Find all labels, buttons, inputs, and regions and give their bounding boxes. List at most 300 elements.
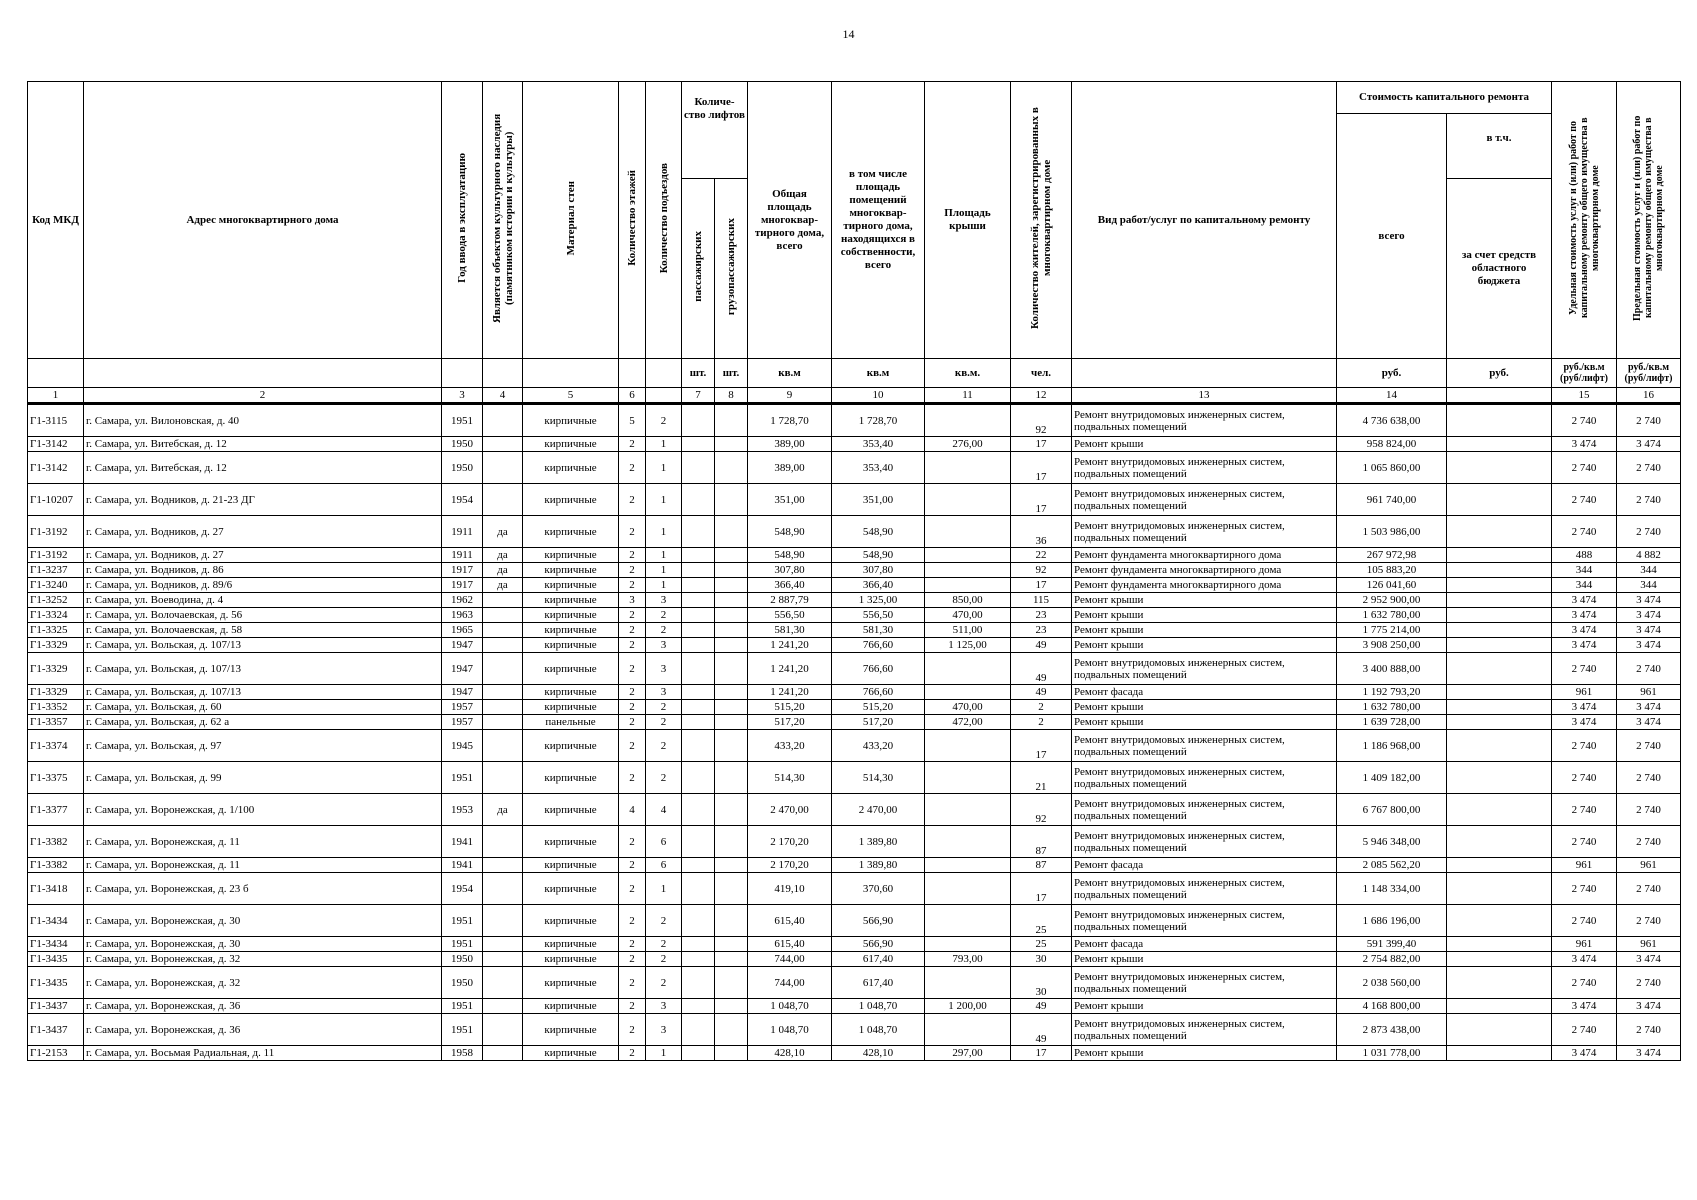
- cell-lifts-freight: [715, 516, 748, 548]
- cell-year: 1941: [442, 826, 483, 858]
- cell-limit-cost: 2 740: [1617, 826, 1681, 858]
- cell-total-area: 428,10: [748, 1046, 832, 1061]
- cell-address: г. Самара, ул. Воронежская, д. 30: [84, 905, 442, 937]
- cell-address: г. Самара, ул. Вилоновская, д. 40: [84, 404, 442, 437]
- cell-cost-regional: [1447, 1014, 1552, 1046]
- cell-cost-regional: [1447, 715, 1552, 730]
- cell-address: г. Самара, ул. Водников, д. 89/6: [84, 578, 442, 593]
- cell-lifts-passenger: [682, 578, 715, 593]
- cell-code: Г1-3329: [28, 638, 84, 653]
- cell-work-type: Ремонт крыши: [1072, 715, 1337, 730]
- cell-owned-area: 2 470,00: [832, 794, 925, 826]
- cell-limit-cost: 2 740: [1617, 762, 1681, 794]
- cell-work-type: Ремонт фасада: [1072, 937, 1337, 952]
- cell-floors: 2: [619, 563, 646, 578]
- cell-lifts-freight: [715, 685, 748, 700]
- table-row: [28, 967, 1681, 999]
- cell-entrances: 2: [646, 952, 682, 967]
- header-cost-incl: в т.ч.: [1447, 114, 1552, 179]
- cell-owned-area: 1 389,80: [832, 858, 925, 873]
- cell-cost-regional: [1447, 563, 1552, 578]
- cell-roof-area: [925, 730, 1011, 762]
- cell-residents: 30: [1011, 967, 1072, 999]
- cell-roof-area: 470,00: [925, 608, 1011, 623]
- cell-wall-material: кирпичные: [523, 404, 619, 437]
- cell-roof-area: [925, 404, 1011, 437]
- page-number: 14: [842, 27, 855, 41]
- cell-year: 1963: [442, 608, 483, 623]
- cell-lifts-passenger: [682, 730, 715, 762]
- cell-floors: 2: [619, 685, 646, 700]
- cell-heritage: [483, 762, 523, 794]
- cell-heritage: [483, 608, 523, 623]
- cell-floors: 3: [619, 593, 646, 608]
- cell-lifts-passenger: [682, 653, 715, 685]
- cell-roof-area: [925, 905, 1011, 937]
- cell-wall-material: кирпичные: [523, 905, 619, 937]
- cell-year: 1953: [442, 794, 483, 826]
- cell-roof-area: [925, 452, 1011, 484]
- cell-residents: 17: [1011, 452, 1072, 484]
- cell-code: Г1-3375: [28, 762, 84, 794]
- cell-floors: 2: [619, 578, 646, 593]
- cell-residents: 49: [1011, 653, 1072, 685]
- cell-total-area: 744,00: [748, 952, 832, 967]
- cell-limit-cost: 2 740: [1617, 404, 1681, 437]
- cell-wall-material: кирпичные: [523, 952, 619, 967]
- cell-work-type: Ремонт крыши: [1072, 593, 1337, 608]
- column-number: [646, 388, 682, 404]
- cell-cost-total: 267 972,98: [1337, 548, 1447, 563]
- cell-entrances: 1: [646, 1046, 682, 1061]
- cell-cost-total: 2 873 438,00: [1337, 1014, 1447, 1046]
- cell-lifts-freight: [715, 578, 748, 593]
- cell-lifts-freight: [715, 593, 748, 608]
- cell-wall-material: кирпичные: [523, 873, 619, 905]
- cell-lifts-passenger: [682, 516, 715, 548]
- cell-cost-total: 5 946 348,00: [1337, 826, 1447, 858]
- cell-code: Г1-3142: [28, 452, 84, 484]
- cell-roof-area: [925, 937, 1011, 952]
- cell-total-area: 615,40: [748, 937, 832, 952]
- cell-unit-cost: 3 474: [1552, 700, 1617, 715]
- column-number: 12: [1011, 388, 1072, 404]
- cell-limit-cost: 2 740: [1617, 967, 1681, 999]
- cell-lifts-freight: [715, 653, 748, 685]
- cell-floors: 2: [619, 937, 646, 952]
- cell-limit-cost: 2 740: [1617, 484, 1681, 516]
- cell-roof-area: [925, 967, 1011, 999]
- cell-residents: 23: [1011, 608, 1072, 623]
- cell-work-type: Ремонт внутридомовых инженерных систем, подвальных помещений: [1072, 730, 1337, 762]
- cell-address: г. Самара, ул. Воронежская, д. 32: [84, 952, 442, 967]
- table-row: [28, 563, 1681, 578]
- cell-address: г. Самара, ул. Водников, д. 86: [84, 563, 442, 578]
- column-number: [1447, 388, 1552, 404]
- cell-lifts-freight: [715, 952, 748, 967]
- cell-cost-total: 126 041,60: [1337, 578, 1447, 593]
- table-row: [28, 484, 1681, 516]
- cell-lifts-freight: [715, 762, 748, 794]
- table-row: [28, 404, 1681, 437]
- cell-address: г. Самара, ул. Воронежская, д. 36: [84, 1014, 442, 1046]
- cell-address: г. Самара, ул. Воеводина, д. 4: [84, 593, 442, 608]
- cell-wall-material: кирпичные: [523, 608, 619, 623]
- cell-address: г. Самара, ул. Вольская, д. 60: [84, 700, 442, 715]
- cell-year: 1958: [442, 1046, 483, 1061]
- cell-heritage: [483, 858, 523, 873]
- cell-owned-area: 1 048,70: [832, 1014, 925, 1046]
- cell-code: Г1-3434: [28, 937, 84, 952]
- cell-lifts-freight: [715, 1046, 748, 1061]
- cell-cost-regional: [1447, 873, 1552, 905]
- cell-residents: 49: [1011, 638, 1072, 653]
- cell-owned-area: 353,40: [832, 437, 925, 452]
- table-row: [28, 1046, 1681, 1061]
- cell-cost-regional: [1447, 762, 1552, 794]
- cell-year: 1951: [442, 905, 483, 937]
- cell-cost-total: 591 399,40: [1337, 937, 1447, 952]
- cell-cost-regional: [1447, 593, 1552, 608]
- cell-code: Г1-3357: [28, 715, 84, 730]
- cell-cost-total: 2 085 562,20: [1337, 858, 1447, 873]
- cell-roof-area: 470,00: [925, 700, 1011, 715]
- cell-total-area: 433,20: [748, 730, 832, 762]
- cell-work-type: Ремонт внутридомовых инженерных систем, подвальных помещений: [1072, 653, 1337, 685]
- header-work-type: Вид работ/услуг по капитальному ремонту: [1072, 82, 1337, 359]
- cell-residents: 2: [1011, 715, 1072, 730]
- cell-heritage: [483, 905, 523, 937]
- cell-code: Г1-3325: [28, 623, 84, 638]
- cell-owned-area: 766,60: [832, 653, 925, 685]
- cell-lifts-freight: [715, 563, 748, 578]
- header-floors: Количество этажей: [619, 82, 646, 359]
- cell-cost-regional: [1447, 608, 1552, 623]
- cell-cost-total: 2 754 882,00: [1337, 952, 1447, 967]
- unit-cost-regional: руб.: [1447, 359, 1552, 388]
- cell-lifts-freight: [715, 937, 748, 952]
- cell-owned-area: 433,20: [832, 730, 925, 762]
- cell-owned-area: 353,40: [832, 452, 925, 484]
- cell-limit-cost: 3 474: [1617, 999, 1681, 1014]
- cell-wall-material: кирпичные: [523, 1046, 619, 1061]
- cell-cost-total: 1 632 780,00: [1337, 608, 1447, 623]
- header-lifts-passenger: пассажирских: [682, 179, 715, 359]
- cell-address: г. Самара, ул. Вольская, д. 99: [84, 762, 442, 794]
- cell-total-area: 2 170,20: [748, 858, 832, 873]
- cell-cost-regional: [1447, 685, 1552, 700]
- cell-address: г. Самара, ул. Вольская, д. 107/13: [84, 653, 442, 685]
- cell-cost-regional: [1447, 700, 1552, 715]
- cell-residents: 36: [1011, 516, 1072, 548]
- cell-total-area: 548,90: [748, 548, 832, 563]
- cell-heritage: [483, 484, 523, 516]
- cell-total-area: 1 241,20: [748, 685, 832, 700]
- cell-cost-total: 1 686 196,00: [1337, 905, 1447, 937]
- cell-residents: 25: [1011, 937, 1072, 952]
- cell-owned-area: 581,30: [832, 623, 925, 638]
- cell-floors: 2: [619, 653, 646, 685]
- cell-unit-cost: 344: [1552, 563, 1617, 578]
- cell-residents: 22: [1011, 548, 1072, 563]
- cell-residents: 17: [1011, 578, 1072, 593]
- cell-owned-area: 1 325,00: [832, 593, 925, 608]
- cell-wall-material: кирпичные: [523, 999, 619, 1014]
- cell-total-area: 581,30: [748, 623, 832, 638]
- cell-year: 1962: [442, 593, 483, 608]
- cell-lifts-passenger: [682, 563, 715, 578]
- cell-address: г. Самара, ул. Волочаевская, д. 56: [84, 608, 442, 623]
- cell-wall-material: кирпичные: [523, 653, 619, 685]
- cell-unit-cost: 3 474: [1552, 999, 1617, 1014]
- cell-total-area: 351,00: [748, 484, 832, 516]
- cell-entrances: 1: [646, 484, 682, 516]
- cell-heritage: [483, 452, 523, 484]
- cell-floors: 2: [619, 516, 646, 548]
- cell-floors: 2: [619, 548, 646, 563]
- table-row: [28, 826, 1681, 858]
- cell-work-type: Ремонт крыши: [1072, 1046, 1337, 1061]
- cell-cost-regional: [1447, 548, 1552, 563]
- cell-year: 1941: [442, 858, 483, 873]
- cell-work-type: Ремонт внутридомовых инженерных систем, подвальных помещений: [1072, 873, 1337, 905]
- cell-code: Г1-3437: [28, 999, 84, 1014]
- cell-lifts-passenger: [682, 715, 715, 730]
- cell-limit-cost: 344: [1617, 563, 1681, 578]
- cell-cost-total: 3 400 888,00: [1337, 653, 1447, 685]
- cell-cost-total: 1 632 780,00: [1337, 700, 1447, 715]
- cell-year: 1950: [442, 952, 483, 967]
- cell-lifts-passenger: [682, 608, 715, 623]
- cell-year: 1951: [442, 1014, 483, 1046]
- cell-lifts-freight: [715, 873, 748, 905]
- cell-work-type: Ремонт крыши: [1072, 638, 1337, 653]
- table-row: [28, 794, 1681, 826]
- cell-unit-cost: 2 740: [1552, 730, 1617, 762]
- column-number: 5: [523, 388, 619, 404]
- header-total-area: Общая площадь многоквар-тирного дома, всего: [748, 82, 832, 359]
- cell-cost-regional: [1447, 516, 1552, 548]
- unit-residents: чел.: [1011, 359, 1072, 388]
- cell-year: 1951: [442, 762, 483, 794]
- cell-heritage: [483, 653, 523, 685]
- cell-wall-material: кирпичные: [523, 563, 619, 578]
- cell-roof-area: 297,00: [925, 1046, 1011, 1061]
- cell-floors: 2: [619, 730, 646, 762]
- cell-cost-regional: [1447, 578, 1552, 593]
- cell-entrances: 3: [646, 653, 682, 685]
- cell-unit-cost: 2 740: [1552, 905, 1617, 937]
- cell-cost-regional: [1447, 999, 1552, 1014]
- header-entrances: Количество подъездов: [646, 82, 682, 359]
- cell-total-area: 517,20: [748, 715, 832, 730]
- cell-lifts-passenger: [682, 873, 715, 905]
- cell-owned-area: 766,60: [832, 685, 925, 700]
- header-wall-material: Материал стен: [523, 82, 619, 359]
- column-number: 16: [1617, 388, 1681, 404]
- cell-lifts-freight: [715, 1014, 748, 1046]
- cell-limit-cost: 3 474: [1617, 593, 1681, 608]
- cell-cost-regional: [1447, 437, 1552, 452]
- cell-floors: 2: [619, 715, 646, 730]
- header-lifts-freight: грузопассажирских: [715, 179, 748, 359]
- cell-year: 1950: [442, 437, 483, 452]
- cell-year: 1954: [442, 873, 483, 905]
- cell-cost-regional: [1447, 937, 1552, 952]
- cell-owned-area: 617,40: [832, 952, 925, 967]
- cell-cost-total: 1 192 793,20: [1337, 685, 1447, 700]
- cell-entrances: 2: [646, 730, 682, 762]
- cell-address: г. Самара, ул. Вольская, д. 62 а: [84, 715, 442, 730]
- cell-cost-total: 1 639 728,00: [1337, 715, 1447, 730]
- cell-limit-cost: 3 474: [1617, 700, 1681, 715]
- cell-cost-regional: [1447, 858, 1552, 873]
- header-address: Адрес многоквартирного дома: [84, 82, 442, 359]
- cell-work-type: Ремонт фундамента многоквартирного дома: [1072, 563, 1337, 578]
- cell-code: Г1-3382: [28, 858, 84, 873]
- cell-entrances: 1: [646, 548, 682, 563]
- cell-roof-area: 1 125,00: [925, 638, 1011, 653]
- cell-unit-cost: 961: [1552, 685, 1617, 700]
- table-row: [28, 593, 1681, 608]
- cell-entrances: 1: [646, 578, 682, 593]
- cell-lifts-passenger: [682, 999, 715, 1014]
- cell-roof-area: 511,00: [925, 623, 1011, 638]
- cell-cost-regional: [1447, 967, 1552, 999]
- cell-unit-cost: 2 740: [1552, 404, 1617, 437]
- column-number: 11: [925, 388, 1011, 404]
- cell-lifts-freight: [715, 452, 748, 484]
- cell-cost-total: 2 038 560,00: [1337, 967, 1447, 999]
- cell-work-type: Ремонт внутридомовых инженерных систем, подвальных помещений: [1072, 404, 1337, 437]
- table-row: [28, 858, 1681, 873]
- header-year: Год ввода в эксплуатацию: [442, 82, 483, 359]
- cell-wall-material: кирпичные: [523, 700, 619, 715]
- table-row: [28, 762, 1681, 794]
- column-number: 1: [28, 388, 84, 404]
- cell-cost-total: 1 775 214,00: [1337, 623, 1447, 638]
- cell-lifts-passenger: [682, 623, 715, 638]
- cell-limit-cost: 3 474: [1617, 437, 1681, 452]
- unit-lifts-freight: шт.: [715, 359, 748, 388]
- cell-entrances: 3: [646, 999, 682, 1014]
- cell-unit-cost: 961: [1552, 937, 1617, 952]
- cell-roof-area: [925, 762, 1011, 794]
- cell-floors: 4: [619, 794, 646, 826]
- cell-heritage: [483, 730, 523, 762]
- cell-year: 1911: [442, 516, 483, 548]
- cell-total-area: 419,10: [748, 873, 832, 905]
- cell-entrances: 1: [646, 452, 682, 484]
- cell-lifts-passenger: [682, 685, 715, 700]
- cell-cost-regional: [1447, 653, 1552, 685]
- cell-cost-regional: [1447, 1046, 1552, 1061]
- cell-residents: 30: [1011, 952, 1072, 967]
- table-row: [28, 999, 1681, 1014]
- cell-roof-area: [925, 548, 1011, 563]
- header-unit-cost: Удельная стоимость услуг и (или) работ по капитальному ремонту общего имущества в многоквартирном доме: [1552, 82, 1617, 359]
- cell-entrances: 2: [646, 404, 682, 437]
- cell-limit-cost: 3 474: [1617, 1046, 1681, 1061]
- cell-owned-area: 517,20: [832, 715, 925, 730]
- header-owned-area: в том числе площадь помещений многоквар-тирного дома, находящихся в собственности, всего: [832, 82, 925, 359]
- cell-cost-total: 1 065 860,00: [1337, 452, 1447, 484]
- table-row: [28, 608, 1681, 623]
- cell-lifts-freight: [715, 858, 748, 873]
- cell-heritage: [483, 700, 523, 715]
- cell-total-area: 615,40: [748, 905, 832, 937]
- cell-wall-material: кирпичные: [523, 937, 619, 952]
- cell-lifts-passenger: [682, 762, 715, 794]
- cell-entrances: 2: [646, 967, 682, 999]
- table-row: [28, 578, 1681, 593]
- cell-wall-material: кирпичные: [523, 437, 619, 452]
- cell-entrances: 3: [646, 638, 682, 653]
- cell-cost-total: 2 952 900,00: [1337, 593, 1447, 608]
- cell-heritage: [483, 715, 523, 730]
- cell-owned-area: 766,60: [832, 638, 925, 653]
- cell-owned-area: 566,90: [832, 937, 925, 952]
- cell-residents: 115: [1011, 593, 1072, 608]
- cell-total-area: 1 728,70: [748, 404, 832, 437]
- cell-entrances: 2: [646, 700, 682, 715]
- cell-code: Г1-3142: [28, 437, 84, 452]
- cell-entrances: 2: [646, 937, 682, 952]
- column-number: 15: [1552, 388, 1617, 404]
- cell-cost-total: 1 409 182,00: [1337, 762, 1447, 794]
- cell-residents: 49: [1011, 1014, 1072, 1046]
- cell-year: 1947: [442, 638, 483, 653]
- cell-cost-total: 1 186 968,00: [1337, 730, 1447, 762]
- unit-roof-area: кв.м.: [925, 359, 1011, 388]
- table-row: [28, 730, 1681, 762]
- cell-roof-area: [925, 563, 1011, 578]
- cell-limit-cost: 3 474: [1617, 952, 1681, 967]
- cell-code: Г1-3237: [28, 563, 84, 578]
- table-row: [28, 685, 1681, 700]
- cell-residents: 87: [1011, 858, 1072, 873]
- cell-floors: 2: [619, 638, 646, 653]
- unit-total-area: кв.м: [748, 359, 832, 388]
- cell-lifts-passenger: [682, 437, 715, 452]
- cell-total-area: 556,50: [748, 608, 832, 623]
- cell-total-area: 2 470,00: [748, 794, 832, 826]
- cell-wall-material: кирпичные: [523, 730, 619, 762]
- cell-residents: 17: [1011, 730, 1072, 762]
- cell-work-type: Ремонт внутридомовых инженерных систем, подвальных помещений: [1072, 967, 1337, 999]
- cell-code: Г1-10207: [28, 484, 84, 516]
- cell-residents: 92: [1011, 794, 1072, 826]
- cell-entrances: 2: [646, 715, 682, 730]
- table-row: [28, 452, 1681, 484]
- cell-wall-material: кирпичные: [523, 623, 619, 638]
- cell-owned-area: 366,40: [832, 578, 925, 593]
- cell-floors: 2: [619, 484, 646, 516]
- cell-roof-area: [925, 516, 1011, 548]
- cell-lifts-freight: [715, 967, 748, 999]
- table-row: [28, 653, 1681, 685]
- cell-lifts-freight: [715, 437, 748, 452]
- cell-heritage: да: [483, 578, 523, 593]
- cell-lifts-passenger: [682, 404, 715, 437]
- cell-wall-material: кирпичные: [523, 858, 619, 873]
- cell-roof-area: [925, 578, 1011, 593]
- cell-wall-material: кирпичные: [523, 794, 619, 826]
- column-number: 8: [715, 388, 748, 404]
- cell-work-type: Ремонт крыши: [1072, 608, 1337, 623]
- cell-cost-regional: [1447, 730, 1552, 762]
- cell-total-area: 2 887,79: [748, 593, 832, 608]
